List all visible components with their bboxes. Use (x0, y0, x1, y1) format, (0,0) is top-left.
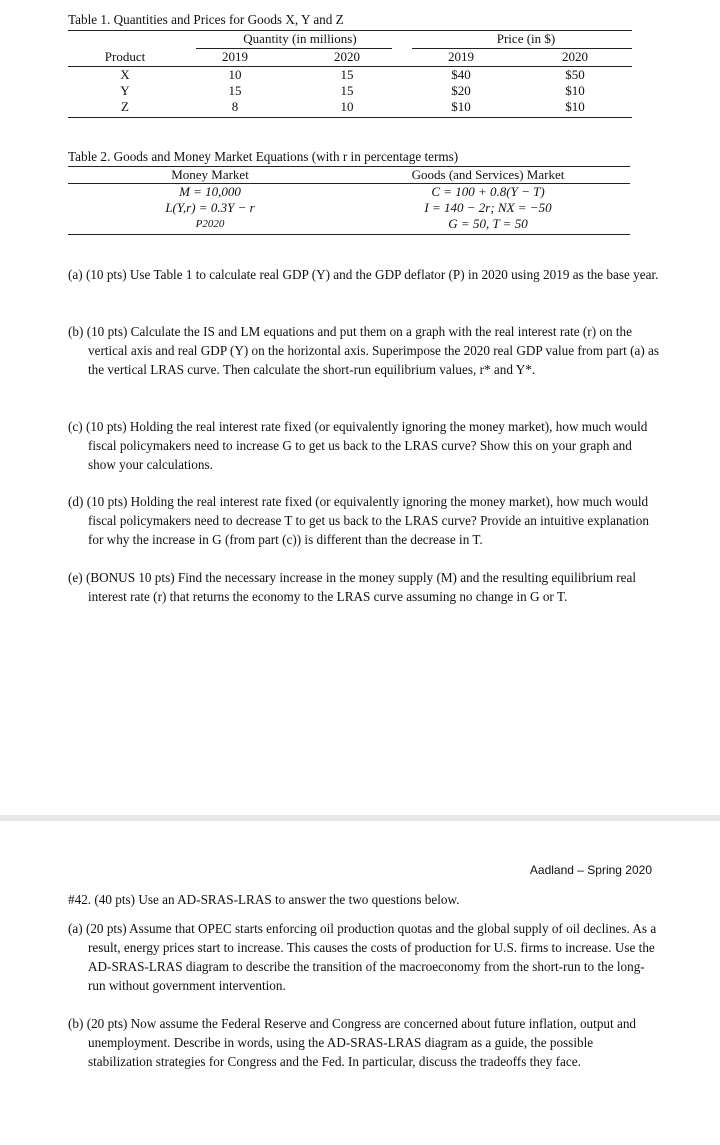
table1-cell-product: X (120, 67, 130, 82)
table1-header-p2019: 2019 (448, 49, 474, 64)
table1-cell-product: Y (120, 83, 130, 98)
table1-header-p2020: 2020 (562, 49, 588, 64)
table1-group-quantity: Quantity (in millions) (243, 31, 357, 46)
table1-cell-p2020: $10 (565, 99, 585, 114)
question-1e (68, 568, 660, 606)
question-text: (BONUS 10 pts) Find the necessary increase in the money supply (M) and the resulting equilibrium real interest rate (r) that returns the economy to the LRAS curve assuming no change in G or T. (85, 570, 637, 604)
question-text: (10 pts) Use Table 1 to calculate real GDP (Y) and the GDP deflator (P) in 2020 using 2019 as the base year. (85, 267, 659, 282)
question-text: (10 pts) Calculate the IS and LM equations and put them on a graph with the real interest rate (r) on the vertical axis and real GDP (Y) on the horizontal axis. Superimpose the 2020 real GDP value from part (a) as the vertical LRAS curve. Then calculate the short-run equilibrium values, r* and Y*. (86, 324, 660, 377)
table1-cell-p2019: $40 (451, 67, 471, 82)
table2-header-money: Money Market (171, 167, 249, 182)
table1-cell-p2020: $10 (565, 83, 585, 98)
table1-caption: Table 1. Quantities and Prices for Goods X, Y and Z (68, 12, 344, 27)
question-42a (68, 919, 660, 995)
table1-cell-p2019: $10 (451, 99, 471, 114)
table1-header-q2020: 2020 (334, 49, 360, 64)
question-text: (10 pts) Holding the real interest rate fixed (or equivalently ignoring the money market), how much would fiscal policymakers need to increase G to get us back to the LRAS curve? Show this on your graph and show your calculations. (85, 419, 648, 472)
table1-cell-p2020: $50 (565, 67, 585, 82)
table1-cell-p2019: $20 (451, 83, 471, 98)
question-label: (d) (68, 494, 84, 509)
table2-money-supply: M = 10,000 (179, 184, 241, 199)
question-1d (68, 492, 660, 549)
question-42-intro: #42. (40 pts) Use an AD-SRAS-LRAS to answer the two questions below. (68, 892, 460, 907)
question-label: (b) (68, 1016, 84, 1031)
question-text: (20 pts) Now assume the Federal Reserve and Congress are concerned about future inflation, output and unemployment. Describe in words, using the AD-SRAS-LRAS diagram as a guide, the possible stabilization strategies for Congress and the Fed. In particular, discuss the tradeoffs they face. (86, 1016, 637, 1069)
page-2 (0, 821, 720, 1145)
table2-header-goods: Goods (and Services) Market (411, 167, 565, 182)
table2-price-level: P2020 (195, 218, 225, 230)
question-label: (b) (68, 324, 84, 339)
table1-cell-product: Z (121, 99, 129, 114)
table2-consumption: C = 100 + 0.8(Y − T) (431, 184, 545, 199)
table1-header-q2019: 2019 (222, 49, 248, 64)
table1-cell-q2020: 15 (340, 83, 354, 98)
table1-cell-q2019: 8 (231, 99, 239, 114)
table1-group-price: Price (in $) (496, 31, 556, 46)
question-1a (68, 265, 660, 284)
table1-cell-q2019: 15 (228, 83, 242, 98)
page-header: Aadland – Spring 2020 (529, 863, 652, 877)
question-1b (68, 322, 660, 379)
table2-bottom-rule (68, 234, 630, 235)
table1-cell-q2020: 15 (340, 67, 354, 82)
question-42b (68, 1014, 660, 1071)
question-1c (68, 417, 660, 474)
question-label: (a) (68, 267, 83, 282)
table2-government-taxes: G = 50, T = 50 (448, 216, 528, 231)
question-label: (e) (68, 570, 83, 585)
question-label: (c) (68, 419, 83, 434)
question-label: (a) (68, 921, 83, 936)
table1-cell-q2019: 10 (228, 67, 242, 82)
table1-bottom-rule (68, 117, 632, 118)
table1-cell-q2020: 10 (340, 99, 354, 114)
table2-investment-netexports: I = 140 − 2r; NX = −50 (424, 200, 552, 215)
table2-caption: Table 2. Goods and Money Market Equations (with r in percentage terms) (68, 149, 459, 164)
question-text: (10 pts) Holding the real interest rate fixed (or equivalently ignoring the money market), how much would fiscal policymakers need to decrease T to get us back to the LRAS curve? Provide an intuitive explanation for why the increase in G (from part (c)) is different than the decrease in T. (86, 494, 649, 547)
table2-money-demand: L(Y,r) = 0.3Y − r (165, 200, 255, 215)
table1-header-product: Product (104, 49, 146, 64)
question-text: (20 pts) Assume that OPEC starts enforcing oil production quotas and the global supply of oil declines. As a result, energy prices start to increase. This causes the costs of production for U.S. firms to increase. Use the AD-SRAS-LRAS diagram to describe the transition of the macroeconomy from the short-run to the long-run without government intervention. (85, 921, 657, 993)
